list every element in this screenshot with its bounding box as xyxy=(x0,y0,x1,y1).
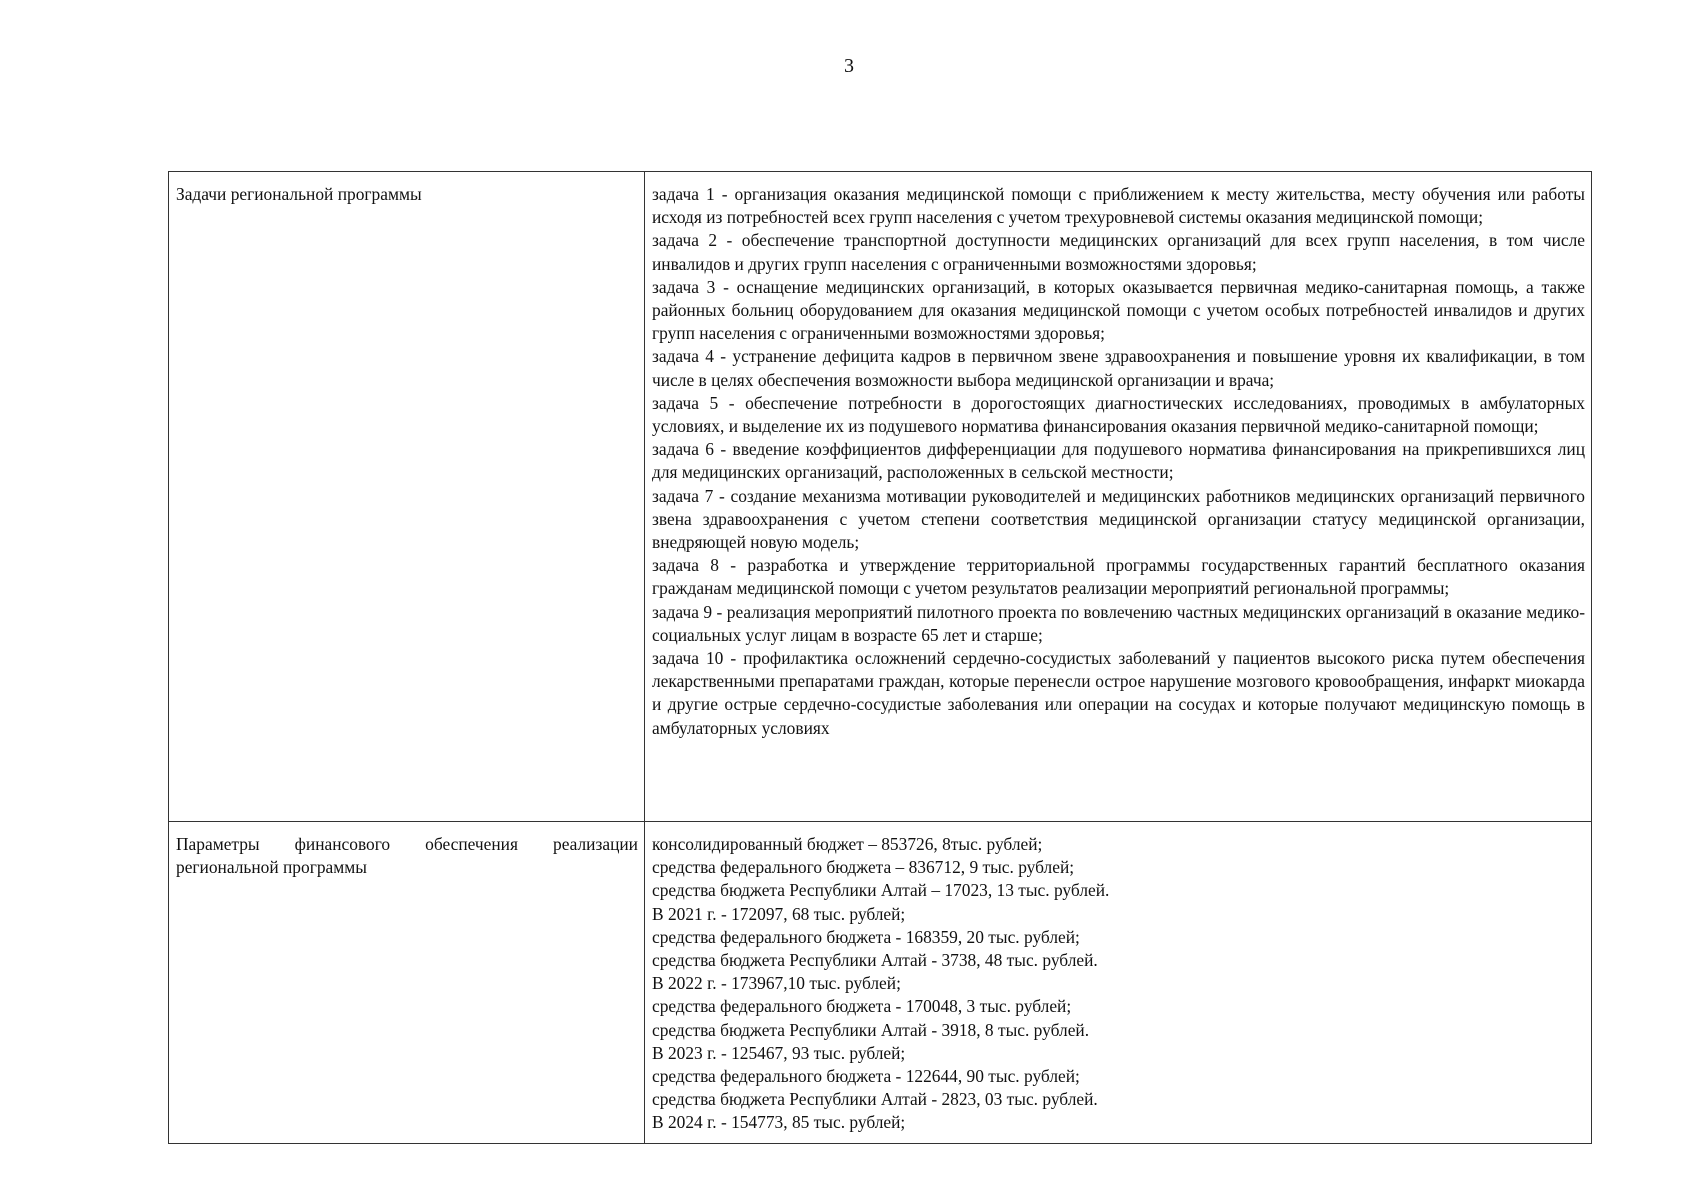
task-item-6: задача 6 - введение коэффициентов дифференциации для подушевого норматива финансирования на прикрепившихся лиц для медицинских организаций, расположенных в сельской местности; xyxy=(652,439,1585,483)
finance-line-13: В 2024 г. - 154773, 85 тыс. рублей; xyxy=(652,1112,906,1133)
task-item-4: задача 4 - устранение дефицита кадров в первичном звене здравоохранения и повышение уровня их квалификации, в том числе в целях обеспечения возможности выбора медицинской организации и врача; xyxy=(652,346,1585,390)
finance-line-10: В 2023 г. - 125467, 93 тыс. рублей; xyxy=(652,1042,906,1063)
finance-line-2: средства федерального бюджета – 836712, 9 тыс. рублей; xyxy=(652,857,1075,878)
tasks-value-cell xyxy=(645,172,1592,822)
finance-line-7: В 2022 г. - 173967,10 тыс. рублей; xyxy=(652,973,901,994)
finance-line-9: средства бюджета Республики Алтай - 3918, 8 тыс. рублей. xyxy=(652,1019,1090,1040)
task-item-9: задача 9 - реализация мероприятий пилотного проекта по вовлечению частных медицинских организаций в оказание медико-социальных услуг лицам в возрасте 65 лет и старше; xyxy=(652,601,1585,645)
finance-line-11: средства федерального бюджета - 122644, 90 тыс. рублей; xyxy=(652,1066,1080,1087)
finance-line-4: В 2021 г. - 172097, 68 тыс. рублей; xyxy=(652,903,906,924)
task-item-10: задача 10 - профилактика осложнений сердечно-сосудистых заболеваний у пациентов высокого риска путем обеспечения лекарственными препаратами граждан, которые перенесли острое нарушение мозгового кровообращения, инфаркт миокарда и другие острые сердечно-сосудистые заболевания или операции на сосудах и которые получают медицинскую помощь в амбулаторных условиях xyxy=(652,648,1585,738)
tasks-label-cell: Задачи региональной программы xyxy=(169,172,645,822)
finance-line-8: средства федерального бюджета - 170048, 3 тыс. рублей; xyxy=(652,996,1072,1017)
finance-line-6: средства бюджета Республики Алтай - 3738, 48 тыс. рублей. xyxy=(652,950,1098,971)
task-item-1: задача 1 - организация оказания медицинской помощи с приближением к месту жительства, месту обучения или работы исходя из потребностей всех групп населения с учетом трехуровневой системы оказания медицинской помощи; xyxy=(652,184,1585,228)
finance-line-12: средства бюджета Республики Алтай - 2823, 03 тыс. рублей. xyxy=(652,1089,1098,1110)
task-item-2: задача 2 - обеспечение транспортной доступности медицинских организаций для всех групп населения, в том числе инвалидов и других групп населения с ограниченными возможностями здоровья; xyxy=(652,230,1585,274)
task-item-5: задача 5 - обеспечение потребности в дорогостоящих диагностических исследованиях, проводимых в амбулаторных условиях, и выделение их из подушевого норматива финансирования оказания первичной медико-санитарной помощи; xyxy=(652,392,1585,437)
task-item-3: задача 3 - оснащение медицинских организаций, в которых оказывается первичная медико-санитарная помощь, а также районных больниц оборудованием для оказания медицинской помощи с учетом особых потребностей инвалидов и других групп населения с ограниченными возможностями здоровья; xyxy=(652,276,1585,344)
finance-label-cell: Параметры финансового обеспечения реализации региональной программы xyxy=(169,822,645,1144)
page-number: 3 xyxy=(844,55,854,77)
finance-line-3: средства бюджета Республики Алтай – 17023, 13 тыс. рублей. xyxy=(652,880,1110,901)
program-passport-table xyxy=(168,171,1592,1144)
task-item-7: задача 7 - создание механизма мотивации руководителей и медицинских работников медицинских организаций первичного звена здравоохранения с учетом степени соответствия медицинской организации статусу медицинской организации, внедряющей новую модель; xyxy=(652,485,1585,553)
task-item-8: задача 8 - разработка и утверждение территориальной программы государственных гарантий бесплатного оказания гражданам медицинской помощи с учетом результатов реализации мероприятий региональной программы; xyxy=(652,555,1585,599)
finance-value-cell xyxy=(645,822,1592,1144)
table-row-finance xyxy=(169,822,1592,1144)
finance-line-5: средства федерального бюджета - 168359, 20 тыс. рублей; xyxy=(652,926,1080,947)
finance-line-1: консолидированный бюджет – 853726, 8тыс. рублей; xyxy=(652,834,1043,854)
table-row-tasks xyxy=(169,172,1592,822)
